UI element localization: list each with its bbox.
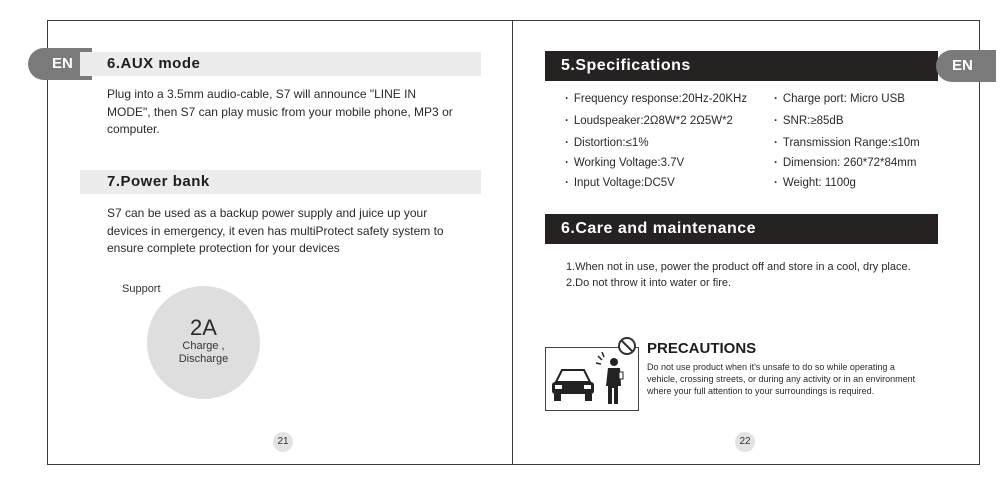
- care-line-1: 1.When not in use, power the product off and store in a cool, dry place.: [566, 261, 911, 273]
- spec-bullet: ·: [565, 93, 569, 105]
- aux-mode-heading: 6.AUX mode: [80, 52, 481, 76]
- spec-text: Transmission Range:≤10m: [782, 137, 920, 149]
- spec-text: Frequency response:20Hz-20KHz: [573, 93, 748, 105]
- spec-bullet: ·: [565, 115, 569, 127]
- care-text: [566, 259, 916, 291]
- prohibition-icon: [617, 336, 637, 356]
- support-charge-label: Charge ,: [182, 340, 225, 352]
- page-number-right: 22: [735, 432, 755, 452]
- support-label: Support: [122, 283, 161, 295]
- spec-item: [774, 93, 905, 105]
- spec-text: Distortion:≤1%: [573, 137, 649, 149]
- spec-bullet: ·: [774, 93, 778, 105]
- care-line-2: 2.Do not throw it into water or fire.: [566, 277, 732, 289]
- precautions-text: Do not use product when it's unsafe to do so while operating a vehicle, crossing streets, or during any activity or in an environment where your full attention to your surroundings is required.: [647, 362, 916, 397]
- spec-bullet: ·: [565, 157, 569, 169]
- spec-bullet: ·: [774, 157, 778, 169]
- spec-item: [565, 177, 675, 189]
- spec-item: [565, 115, 733, 127]
- spec-bullet: ·: [774, 137, 778, 149]
- car-pedestrian-icon: [546, 348, 638, 410]
- precautions-title: PRECAUTIONS: [647, 340, 757, 357]
- spec-text: Input Voltage:DC5V: [573, 177, 675, 189]
- power-bank-text: S7 can be used as a backup power supply and juice up your devices in emergency, it even has multiProtect safety system to ensure complete protection for your devices: [107, 206, 444, 255]
- language-tab-right: EN: [936, 50, 996, 82]
- spec-bullet: ·: [774, 177, 778, 189]
- support-current: 2A: [190, 315, 217, 340]
- spec-item: [774, 137, 920, 149]
- spec-bullet: ·: [565, 137, 569, 149]
- spec-bullet: ·: [565, 177, 569, 189]
- power-bank-heading: 7.Power bank: [80, 170, 481, 194]
- language-tab-left: EN: [28, 48, 92, 80]
- support-discharge-label: Discharge: [178, 353, 229, 365]
- precaution-illustration: [545, 347, 639, 411]
- aux-mode-text: Plug into a 3.5mm audio-cable, S7 will announce "LINE IN MODE", then S7 can play music from your mobile phone, MP3 or computer.: [107, 87, 453, 136]
- spec-text: Loudspeaker:2Ω8W*2 2Ω5W*2: [573, 115, 733, 127]
- spec-bullet: ·: [774, 115, 778, 127]
- spec-item: [774, 157, 916, 169]
- spec-item: [565, 93, 747, 105]
- spec-text: Charge port: Micro USB: [782, 93, 905, 105]
- spec-text: Working Voltage:3.7V: [573, 157, 685, 169]
- care-heading: 6.Care and maintenance: [545, 214, 938, 244]
- page-number-left: 21: [273, 432, 293, 452]
- spec-text: SNR:≥85dB: [782, 115, 844, 127]
- page-divider: [512, 20, 513, 465]
- spec-item: [565, 157, 684, 169]
- spec-item: [565, 137, 649, 149]
- spec-item: [774, 177, 856, 189]
- spec-item: [774, 115, 844, 127]
- spec-text: Weight: 1100g: [782, 177, 856, 189]
- spec-text: Dimension: 260*72*84mm: [782, 157, 917, 169]
- specifications-heading: 5.Specifications: [545, 51, 938, 81]
- support-circle: [147, 286, 260, 399]
